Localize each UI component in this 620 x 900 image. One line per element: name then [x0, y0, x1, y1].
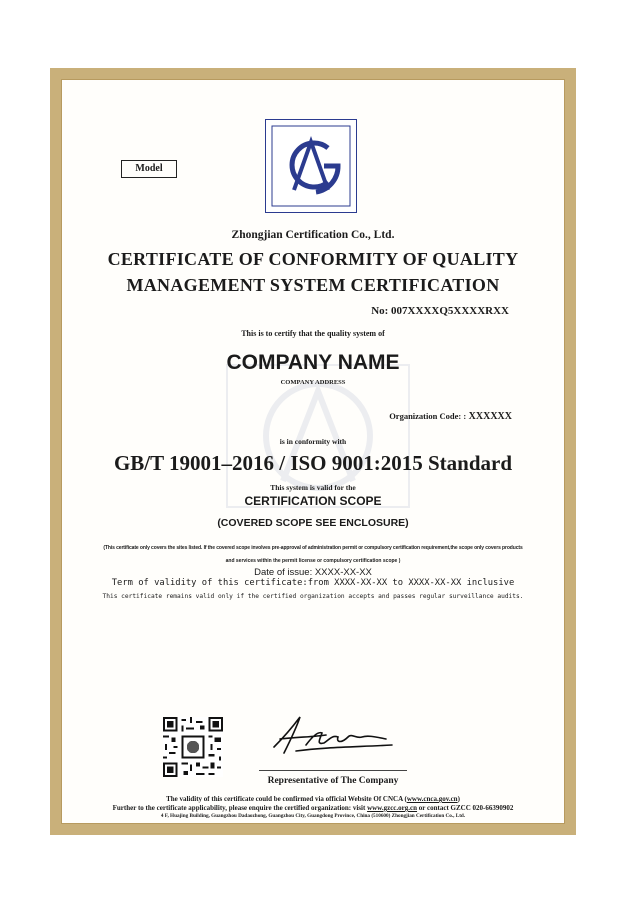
footer-address: 4 F, Huajing Building, Guangzhou Dadaozhong, Guangzhou City, Guangdong Province, China (510600) Zhongjian Certification Co., Ltd.	[160, 813, 466, 819]
certificate-number: No: 007XXXXQ5XXXXRXX	[371, 305, 509, 317]
footer-line1	[61, 795, 565, 803]
organization-code-value: XXXXXX	[468, 411, 512, 422]
company-address: COMPANY ADDRESS	[280, 379, 346, 386]
scope-note-line2: and services within the permit license or compulsory certification scope )	[225, 558, 401, 564]
footer-line2	[61, 804, 565, 812]
conformity-statement: is in conformity with	[279, 437, 347, 446]
organization-code	[389, 411, 512, 422]
signature-icon	[266, 707, 396, 761]
gzcc-link[interactable]: www.gzcc.org.cn	[367, 804, 418, 812]
scope-subtitle: (COVERED SCOPE SEE ENCLOSURE)	[217, 517, 409, 529]
validity-term: Term of validity of this certificate:from XXXX-XX-XX to XXXX-XX-XX inclusive	[111, 578, 515, 588]
issuer-name: Zhongjian Certification Co., Ltd.	[231, 229, 395, 241]
organization-code-label: Organization Code: :	[389, 411, 467, 421]
certificate-title-line1: CERTIFICATE OF CONFORMITY OF QUALITY	[107, 249, 519, 269]
certify-statement: This is to certify that the quality system of	[241, 329, 385, 338]
surveillance-note: This certificate remains valid only if the certified organization accepts and passes regular surveillance audits.	[102, 593, 524, 600]
footer-line2-text: Further to the certificate applicability, please enquire the certified organization: visit	[112, 804, 368, 812]
valid-for-statement: This system is valid for the	[270, 483, 356, 492]
certificate-frame	[50, 68, 576, 835]
scope-note-line1: (This certificate only covers the sites listed. If the covered scope involves pre-approval of administration permit or compulsory certification requirement,the scope only covers products	[103, 545, 523, 551]
footer-line1-text: The validity of this certificate could be confirmed via official Website Of CNCA (	[166, 795, 407, 803]
model-label: Model	[121, 160, 177, 178]
certificate-title-line2: MANAGEMENT SYSTEM CERTIFICATION	[126, 275, 500, 295]
signature-line	[259, 770, 407, 771]
footer-line2-suffix: or contact GZCC 020-66390902	[417, 804, 514, 812]
cg-logo-icon	[265, 119, 357, 213]
qr-code-icon[interactable]	[163, 717, 223, 777]
standard-name: GB/T 19001–2016 / ISO 9001:2015 Standard	[113, 451, 513, 475]
representative-label: Representative of The Company	[267, 776, 399, 786]
issue-date: Date of issue: XXXX-XX-XX	[254, 567, 372, 578]
footer-line1-suffix: )	[457, 795, 460, 803]
scope-title: CERTIFICATION SCOPE	[244, 494, 382, 508]
cnca-link[interactable]: www.cnca.gov.cn	[406, 795, 458, 803]
company-name: COMPANY NAME	[226, 351, 400, 374]
